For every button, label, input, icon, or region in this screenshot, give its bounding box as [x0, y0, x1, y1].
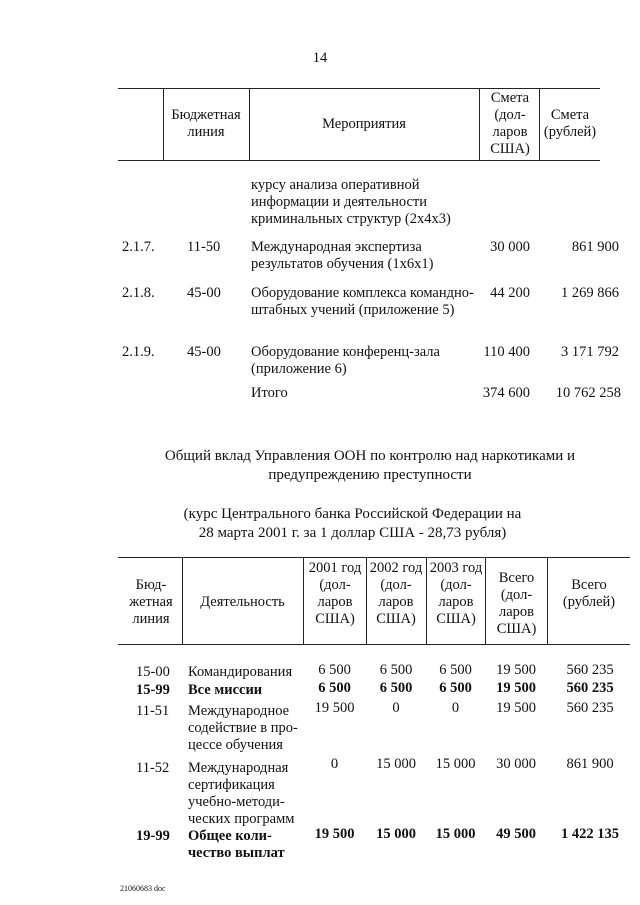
- table2-header-2002: 2002 год (дол-ларов США): [369, 560, 423, 627]
- table1-top-rule: [118, 88, 600, 89]
- row-2001: 6 500: [318, 680, 351, 696]
- row-total-usd: 19 500: [496, 700, 536, 716]
- row-2001: 19 500: [314, 700, 355, 716]
- table2-top-rule: [118, 557, 630, 558]
- row-activity: Оборудование комплекса командно-штабных учений (приложение 5): [251, 285, 474, 318]
- row-2003: 0: [451, 700, 460, 716]
- section-heading: Общий вклад Управления ООН по контролю над наркотиками и предупреждению преступности: [164, 448, 576, 483]
- table1-header-usd: Смета (дол-ларов США): [490, 90, 530, 157]
- table2-header-total-usd: Всего (дол-ларов США): [496, 570, 537, 637]
- row-total-rub: 861 900: [566, 756, 614, 772]
- row-2003: 15 000: [435, 756, 476, 772]
- row-activity: Командирования: [188, 664, 293, 680]
- table2-header-2001: 2001 год (дол-ларов США): [308, 560, 362, 627]
- table1-header-rub: Смета (рублей): [543, 107, 597, 140]
- table1-continuation-text: курсу анализа оперативной информации и деятельности криминальных структур (2x4x3): [251, 177, 451, 227]
- row-2002: 6 500: [379, 680, 413, 696]
- table2-header-budget-line: Бюд-жетная линия: [129, 577, 173, 627]
- total-rub: 10 762 258: [555, 385, 621, 401]
- row-budget-line: 11-51: [136, 703, 170, 719]
- table2-header-rule: [118, 644, 630, 645]
- row-2001: 19 500: [314, 826, 355, 842]
- row-budget-line: 11-52: [136, 760, 170, 776]
- row-number: 2.1.7.: [122, 239, 155, 255]
- row-2002: 15 000: [376, 756, 416, 772]
- row-2002: 15 000: [376, 826, 416, 842]
- row-total-rub: 1 422 135: [561, 826, 619, 842]
- row-activity: Оборудование конференц-зала (приложение 6): [251, 344, 440, 377]
- row-number: 2.1.9.: [122, 344, 155, 360]
- total-usd: 374 600: [482, 385, 530, 401]
- row-total-rub: 560 235: [566, 662, 614, 678]
- row-total-usd: 30 000: [496, 756, 536, 772]
- row-total-usd: 19 500: [496, 680, 536, 696]
- table2-header-2003: 2003 год (дол-ларов США): [429, 560, 483, 627]
- row-activity: Международная экспертиза результатов обучения (1x6x1): [251, 239, 434, 272]
- row-2003: 6 500: [439, 680, 472, 696]
- row-total-usd: 49 500: [496, 826, 536, 842]
- row-activity: Международная сертификация учебно-методи-ческих программ: [188, 760, 295, 827]
- row-total-rub: 560 235: [566, 700, 614, 716]
- row-rub: 3 171 792: [561, 344, 619, 360]
- exchange-rate-note: (курс Центрального банка Российской Федерации на 28 марта 2001 г. за 1 доллар США - 28,73 рубля): [183, 506, 522, 541]
- row-activity: Международное содействие в про-цессе обучения: [188, 703, 298, 753]
- row-2002: 0: [392, 700, 400, 716]
- row-2001: 0: [330, 756, 339, 772]
- row-budget-line: 15-00: [136, 664, 170, 680]
- row-activity: Общее коли-чество выплат: [188, 828, 285, 861]
- row-rub: 861 900: [571, 239, 619, 255]
- table2-header-total-rub: Всего (рублей): [562, 577, 616, 610]
- row-budget-line: 45-00: [187, 285, 221, 301]
- row-rub: 1 269 866: [561, 285, 619, 301]
- row-total-usd: 19 500: [496, 662, 536, 678]
- row-usd: 110 400: [483, 344, 530, 360]
- row-2003: 15 000: [435, 826, 476, 842]
- row-activity: Все миссии: [188, 682, 263, 698]
- row-budget-line: 45-00: [187, 344, 221, 360]
- table1-header-rule: [118, 160, 600, 161]
- table1-header-activities: Мероприятия: [322, 116, 406, 132]
- total-label: Итого: [251, 385, 288, 401]
- row-budget-line: 15-99: [136, 682, 170, 698]
- table1-header-budget-line: Бюджетная линия: [171, 107, 241, 140]
- row-budget-line: 19-99: [136, 828, 170, 844]
- table2-header-activity: Деятельность: [200, 594, 285, 610]
- row-2001: 6 500: [318, 662, 351, 678]
- row-usd: 30 000: [490, 239, 530, 255]
- row-usd: 44 200: [490, 285, 530, 301]
- row-budget-line: 11-50: [187, 239, 221, 255]
- row-2003: 6 500: [439, 662, 472, 678]
- page-number: 14: [312, 50, 328, 66]
- row-2002: 6 500: [379, 662, 413, 678]
- row-number: 2.1.8.: [122, 285, 155, 301]
- footer-file-code: 21060683 doc: [120, 884, 166, 893]
- row-total-rub: 560 235: [566, 680, 614, 696]
